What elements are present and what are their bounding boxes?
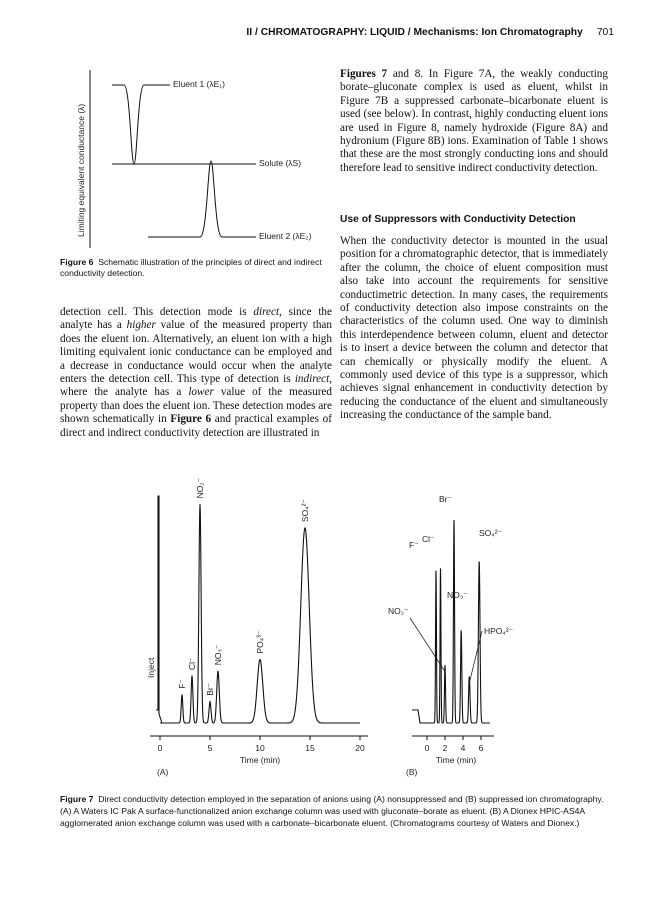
peak-apex <box>479 561 480 562</box>
header-title: II / CHROMATOGRAPHY: LIQUID / Mechanisms: Ion Chromatography <box>246 27 583 38</box>
section-heading: Use of Suppressors with Conductivity Detection <box>340 214 576 225</box>
peak-label: NO₃⁻ <box>447 590 468 600</box>
emphasis-direct: direct <box>253 306 280 318</box>
peak-apex <box>461 630 462 631</box>
fig6-caption-label: Figure 6 <box>60 257 94 267</box>
fig6-eluent1-label: Eluent 1 (λE₁) <box>173 79 226 89</box>
figure-7a <box>140 478 374 778</box>
fig6-eluent2-label: Eluent 2 (λE₂) <box>259 231 312 241</box>
emphasis-higher: higher <box>126 319 156 332</box>
figure-6-diagram <box>60 62 340 252</box>
x-tick-label: 5 <box>207 743 213 753</box>
peak-label: PO₄³⁻ <box>255 630 265 654</box>
peak-label: SO₄²⁻ <box>300 498 310 522</box>
peak-label: Br⁻ <box>205 682 215 696</box>
text-run: value of the measured property than does the eluent ion. Alternatively, an eluent ion with a high limiting equivalent ionic conductance can be employed and a decrease in conductance would occur when the analyte enters the detection cell. This type of detection is <box>60 319 332 386</box>
fig7b-panel-label: (B) <box>406 767 418 777</box>
x-tick-label: 0 <box>157 743 163 753</box>
fig6-y-axis-label: Limiting equivalent conductance (λ) <box>76 103 86 237</box>
emphasis-indirect: indirect <box>294 373 330 386</box>
figure-7-caption <box>60 793 612 829</box>
running-header <box>0 27 614 38</box>
text-run: and practical examples of direct and indirect conductivity detection are illustrated in <box>60 413 332 439</box>
peak-apex <box>304 527 305 528</box>
x-tick-label: 6 <box>478 743 484 753</box>
x-tick-label: 20 <box>355 743 365 753</box>
right-intro-paragraph <box>340 68 608 175</box>
right-column-intro <box>340 68 608 175</box>
fig6-eluent1-trace <box>112 85 170 164</box>
peak-label: HPO₄²⁻ <box>484 626 514 636</box>
emphasis-lower: lower <box>188 386 214 399</box>
peak-apex <box>199 504 200 505</box>
chromatogram-trace <box>427 521 490 723</box>
figure-7b-chromatogram <box>376 478 526 778</box>
peak-label: NO₂⁻ <box>195 478 205 499</box>
left-column-text <box>60 306 332 440</box>
peak-label: NO₂⁻ <box>388 606 409 616</box>
peak-label: Br⁻ <box>439 494 452 504</box>
figure-6 <box>60 62 340 252</box>
right-column-body <box>340 235 608 423</box>
baseline-lead-in <box>412 710 427 723</box>
peak-apex <box>440 568 441 569</box>
peak-apex <box>217 671 218 672</box>
x-tick-label: 10 <box>255 743 265 753</box>
fig7-caption-label: Figure 7 <box>60 794 94 804</box>
page-number: 701 <box>596 27 614 38</box>
chromatogram-trace <box>160 504 360 723</box>
text-run: , where the analyte has a <box>60 373 332 399</box>
text-run: , since the analyte has a <box>60 306 332 332</box>
peak-apex <box>435 571 436 572</box>
peak-label: Cl⁻ <box>187 657 197 670</box>
x-axis-label: Time (min) <box>435 755 477 765</box>
text-run: and 8. In Figure 7A, the weakly conducting borate–gluconate complex is used as eluent, whilst in Figure 7B a suppressed carbonate–bicarbonate eluent is used (see below). In contrast, highly conducting eluent ions are used in Figure 8, namely hydroxide (Figure 8A) and hydronium (Figure 8B) ions. Examination of Table 1 shows that these are the most strongly conducting ions and should therefore lead to sensitive indirect conductivity detection. <box>340 68 608 174</box>
figure-6-caption <box>60 257 332 279</box>
peak-label: NO₃⁻ <box>213 644 223 666</box>
peak-apex <box>209 701 210 702</box>
left-paragraph <box>60 306 332 440</box>
figure-7-reference[interactable]: Figures 7 <box>340 68 388 80</box>
peak-apex <box>453 520 454 521</box>
x-tick-label: 2 <box>442 743 448 753</box>
fig7a-panel-label: (A) <box>157 767 169 777</box>
peak-label: SO₄²⁻ <box>479 528 503 538</box>
x-tick-label: 4 <box>460 743 466 753</box>
peak-apex <box>469 676 470 677</box>
peak-label: Cl⁻ <box>422 534 435 544</box>
x-tick-label: 0 <box>424 743 430 753</box>
fig6-eluent2-trace <box>148 161 256 237</box>
text-run: value of the measured property than does the eluent ion. These detection modes are shown schematically in <box>60 386 332 426</box>
peak-label: F⁻ <box>177 679 187 689</box>
peak-label: F⁻ <box>409 540 419 550</box>
fig6-solute-label: Solute (λS) <box>259 158 302 168</box>
inject-spike <box>156 496 162 723</box>
peak-apex <box>181 694 182 695</box>
peak-apex <box>444 665 445 666</box>
x-tick-label: 15 <box>305 743 315 753</box>
fig7-caption-text: Direct conductivity detection employed in the separation of anions using (A) nonsuppressed and (B) suppressed ion chromatography. (A) A Waters IC Pak A surface-functionalized anion exchange column was used with gluconate–borate as eluent. (B) A Dionex HPIC-AS4A agglomerated anion exchange column was used with a carbonate–bicarbonate eluent. (Chromatograms courtesy of Waters and Dionex.) <box>60 794 604 828</box>
x-axis-label: Time (min) <box>239 755 281 765</box>
figure-7a-chromatogram <box>140 478 374 778</box>
figure-6-reference[interactable]: Figure 6 <box>170 413 212 426</box>
peak-apex <box>191 675 192 676</box>
inject-label: Inject <box>146 657 156 678</box>
fig6-caption-text: Schematic illustration of the principles of direct and indirect conductivity detection. <box>60 257 322 278</box>
right-body-paragraph: When the conductivity detector is mounted in the usual position for a chromatographic detector, that is immediately after the column, the choice of eluent composition must also take into account the requirements for sensitive conductimetric detection. In many cases, the requirements of conductivity detection also impose constraints on the characteristics of the column used. One way to diminish this interdependence between column, eluent and detector is to insert a device between the column and detector that can chemically or physically modify the eluent. A commonly used device of this type is a suppressor, which achieves signal enhancement in conductivity detection by reducing the conductance of the eluent and simultaneously increasing the conductance of the sample band. <box>340 235 608 422</box>
peak-apex <box>259 659 260 660</box>
text-run: detection cell. This detection mode is <box>60 306 254 318</box>
figure-7b <box>376 478 526 778</box>
